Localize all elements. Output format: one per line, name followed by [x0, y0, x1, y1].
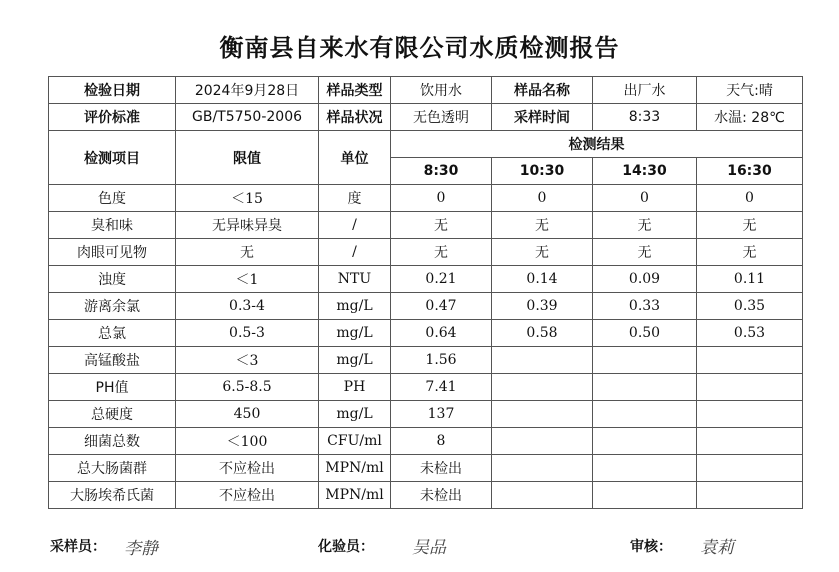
limit-value: ＜15 — [176, 185, 319, 212]
table-row — [49, 455, 803, 482]
result-cell — [697, 455, 803, 482]
limit-value: 0.3-4 — [176, 293, 319, 320]
date-label: 检验日期 — [49, 77, 176, 104]
reviewer-signature: 袁莉 — [700, 538, 734, 558]
water-temperature: 水温: 28℃ — [697, 104, 803, 131]
limit-value: 无 — [176, 239, 319, 266]
limit-value: ＜1 — [176, 266, 319, 293]
table-row — [49, 428, 803, 455]
result-cell: 0 — [593, 185, 697, 212]
test-item: PH值 — [49, 374, 176, 401]
col-header-limit: 限值 — [176, 131, 319, 185]
unit-value: MPN/ml — [319, 455, 391, 482]
limit-value: ＜3 — [176, 347, 319, 374]
reviewer-label: 审核： — [630, 539, 672, 555]
limit-value: 0.5-3 — [176, 320, 319, 347]
time-header: 10:30 — [492, 158, 593, 185]
test-item: 游离余氯 — [49, 293, 176, 320]
test-item: 总氯 — [49, 320, 176, 347]
sampling-time-label: 采样时间 — [492, 104, 593, 131]
test-item: 肉眼可见物 — [49, 239, 176, 266]
standard-label: 评价标准 — [49, 104, 176, 131]
standard-value: GB/T5750-2006 — [176, 104, 319, 131]
col-header-unit: 单位 — [319, 131, 391, 185]
result-cell — [492, 455, 593, 482]
result-cell: 0.14 — [492, 266, 593, 293]
weather: 天气:晴 — [697, 77, 803, 104]
unit-value: / — [319, 239, 391, 266]
col-header-results: 检测结果 — [391, 131, 803, 158]
result-cell — [697, 401, 803, 428]
data-rows — [49, 185, 803, 509]
result-cell: 137 — [391, 401, 492, 428]
date-value: 2024年9月28日 — [176, 77, 319, 104]
result-cell — [593, 482, 697, 509]
column-header-row — [49, 131, 803, 158]
test-item: 总硬度 — [49, 401, 176, 428]
result-cell: 0 — [697, 185, 803, 212]
table-row — [49, 212, 803, 239]
result-cell: 0.33 — [593, 293, 697, 320]
result-cell: 无 — [697, 239, 803, 266]
result-cell — [697, 347, 803, 374]
result-cell: 0.47 — [391, 293, 492, 320]
result-cell — [593, 455, 697, 482]
result-cell: 无 — [593, 212, 697, 239]
time-header: 16:30 — [697, 158, 803, 185]
unit-value: mg/L — [319, 347, 391, 374]
result-cell: 无 — [391, 212, 492, 239]
result-cell — [492, 428, 593, 455]
table-row — [49, 401, 803, 428]
result-cell: 0.50 — [593, 320, 697, 347]
sample-name-value: 出厂水 — [593, 77, 697, 104]
result-cell: 无 — [492, 239, 593, 266]
table-row — [49, 347, 803, 374]
analyst-signature: 吴品 — [412, 538, 446, 558]
col-header-item: 检测项目 — [49, 131, 176, 185]
result-cell: 0.64 — [391, 320, 492, 347]
unit-value: mg/L — [319, 401, 391, 428]
report-title: 衡南县自来水有限公司水质检测报告 — [219, 33, 620, 62]
limit-value: 不应检出 — [176, 455, 319, 482]
test-item: 大肠埃希氏菌 — [49, 482, 176, 509]
sampler-label: 采样员： — [50, 539, 106, 555]
test-item: 总大肠菌群 — [49, 455, 176, 482]
sample-state-label: 样品状况 — [319, 104, 391, 131]
result-cell: 无 — [391, 239, 492, 266]
test-item: 高锰酸盐 — [49, 347, 176, 374]
limit-value: 450 — [176, 401, 319, 428]
result-cell: 0.11 — [697, 266, 803, 293]
unit-value: / — [319, 212, 391, 239]
unit-value: PH — [319, 374, 391, 401]
test-item: 浊度 — [49, 266, 176, 293]
result-cell: 1.56 — [391, 347, 492, 374]
table-row — [49, 293, 803, 320]
result-cell: 0.35 — [697, 293, 803, 320]
result-cell: 未检出 — [391, 455, 492, 482]
result-cell — [492, 347, 593, 374]
limit-value: 无异味异臭 — [176, 212, 319, 239]
result-cell: 8 — [391, 428, 492, 455]
test-item: 色度 — [49, 185, 176, 212]
result-cell: 0.58 — [492, 320, 593, 347]
result-cell: 0 — [391, 185, 492, 212]
result-cell: 7.41 — [391, 374, 492, 401]
result-cell: 未检出 — [391, 482, 492, 509]
result-cell — [492, 482, 593, 509]
limit-value: 不应检出 — [176, 482, 319, 509]
result-cell — [697, 428, 803, 455]
result-cell: 无 — [697, 212, 803, 239]
result-cell — [697, 482, 803, 509]
result-cell: 无 — [492, 212, 593, 239]
sample-type-value: 饮用水 — [391, 77, 492, 104]
test-item: 臭和味 — [49, 212, 176, 239]
unit-value: NTU — [319, 266, 391, 293]
result-cell: 0.09 — [593, 266, 697, 293]
analyst-label: 化验员： — [318, 539, 374, 555]
result-cell — [492, 401, 593, 428]
table-row — [49, 374, 803, 401]
limit-value: ＜100 — [176, 428, 319, 455]
time-header: 14:30 — [593, 158, 697, 185]
table-row — [49, 185, 803, 212]
unit-value: CFU/ml — [319, 428, 391, 455]
sample-state-value: 无色透明 — [391, 104, 492, 131]
unit-value: MPN/ml — [319, 482, 391, 509]
table-row — [49, 239, 803, 266]
report-table — [48, 76, 803, 509]
result-cell — [593, 401, 697, 428]
sampling-time-value: 8:33 — [593, 104, 697, 131]
table-row — [49, 482, 803, 509]
limit-value: 6.5-8.5 — [176, 374, 319, 401]
test-item: 细菌总数 — [49, 428, 176, 455]
result-cell: 0 — [492, 185, 593, 212]
table-row — [49, 320, 803, 347]
time-header: 8:30 — [391, 158, 492, 185]
result-cell — [593, 374, 697, 401]
sample-name-label: 样品名称 — [492, 77, 593, 104]
result-cell: 0.21 — [391, 266, 492, 293]
unit-value: mg/L — [319, 293, 391, 320]
sampler-signature: 李静 — [124, 539, 158, 559]
result-cell — [593, 347, 697, 374]
result-cell: 无 — [593, 239, 697, 266]
unit-value: mg/L — [319, 320, 391, 347]
header-row-1 — [49, 77, 803, 104]
result-cell — [697, 374, 803, 401]
result-cell — [492, 374, 593, 401]
table-row — [49, 266, 803, 293]
result-cell: 0.53 — [697, 320, 803, 347]
result-cell: 0.39 — [492, 293, 593, 320]
sample-type-label: 样品类型 — [319, 77, 391, 104]
header-row-2 — [49, 104, 803, 131]
unit-value: 度 — [319, 185, 391, 212]
result-cell — [593, 428, 697, 455]
